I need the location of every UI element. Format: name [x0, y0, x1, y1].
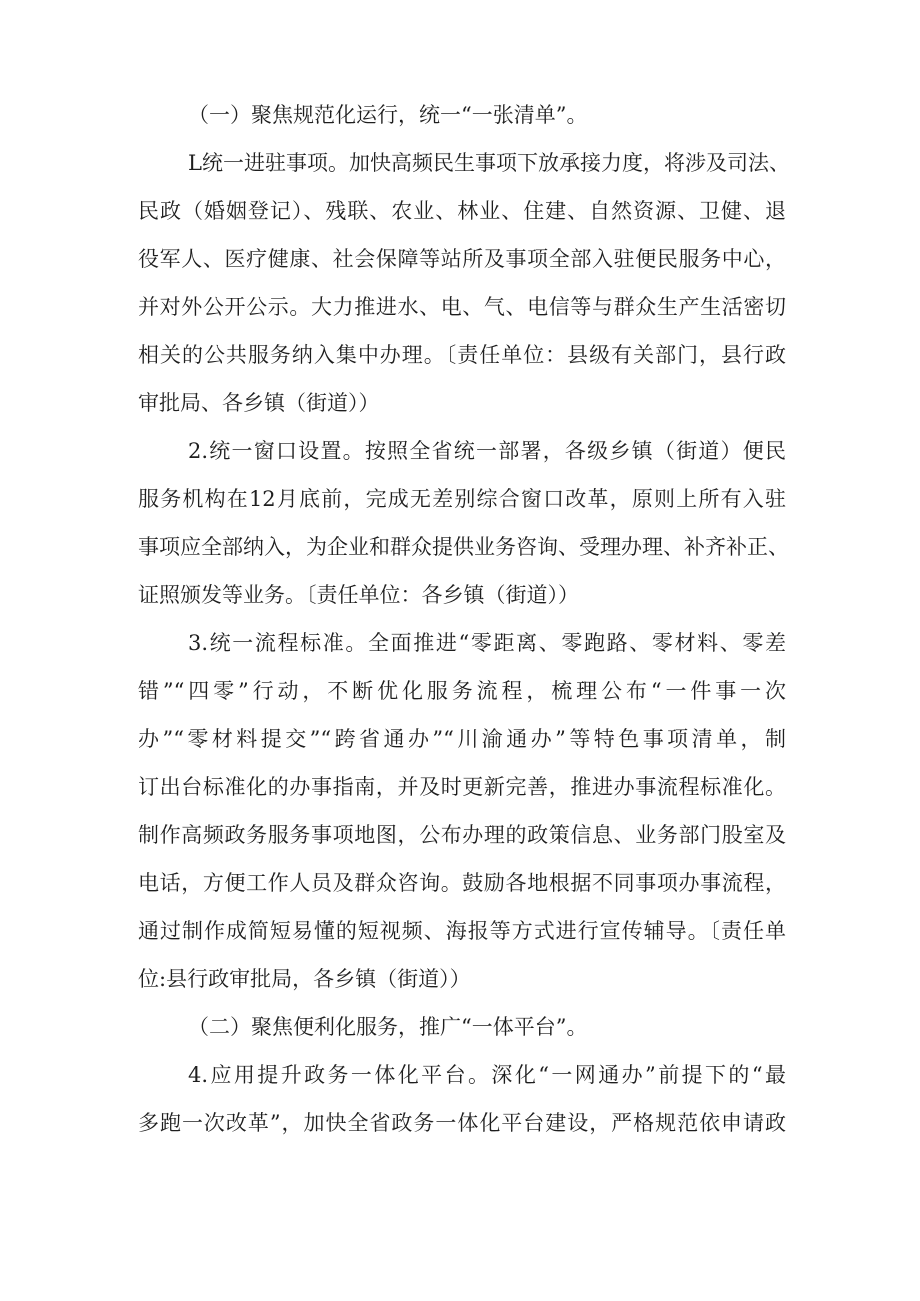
paragraph-line: 位:县行政审批局，各乡镇（街道））: [138, 967, 471, 991]
paragraph-line: 通过制作成简短易懂的短视频、海报等方式进行宣传辅导。〔责任单: [138, 919, 786, 943]
paragraph-line: 办”“零材料提交”“跨省通办”“川渝通办”等特色事项清单，制: [138, 727, 786, 751]
paragraph-line: 订出台标准化的办事指南，并及时更新完善，推进办事流程标准化。: [138, 775, 786, 799]
paragraph-line: 3.统一流程标准。全面推进“零距离、零跑路、零材料、零差: [188, 631, 786, 655]
section-heading-2: （二）聚焦便利化服务，推广“一体平台”。: [188, 1015, 588, 1039]
paragraph-line: 多跑一次改革”，加快全省政务一体化平台建设，严格规范依申请政: [138, 1111, 786, 1135]
paragraph-line: 并对外公开公示。大力推进水、电、气、电信等与群众生产生活密切: [138, 295, 786, 319]
paragraph-line: 2.统一窗口设置。按照全省统一部署，各级乡镇（街道）便民: [188, 439, 786, 463]
paragraph-line: 役军人、医疗健康、社会保障等站所及事项全部入驻便民服务中心，: [138, 247, 786, 271]
paragraph-line: 错”“四零”行动，不断优化服务流程，梳理公布“一件事一次: [138, 679, 786, 703]
paragraph-line: 事项应全部纳入，为企业和群众提供业务咨询、受理办理、补齐补正、: [138, 535, 789, 559]
paragraph-line: 民政（婚姻登记）、残联、农业、林业、住建、自然资源、卫健、退: [138, 199, 786, 223]
paragraph-line: 证照颁发等业务。〔责任单位：各乡镇（街道））: [138, 583, 579, 607]
paragraph-line: 服务机构在12月底前，完成无差别综合窗口改革，原则上所有入驻: [138, 487, 786, 511]
paragraph-line: 电话，方便工作人员及群众咨询。鼓励各地根据不同事项办事流程，: [138, 871, 786, 895]
paragraph-line: 4.应用提升政务一体化平台。深化“一网通办”前提下的“最: [188, 1063, 786, 1087]
paragraph-line: 审批局、各乡镇（街道））: [138, 391, 380, 415]
paragraph-line: 相关的公共服务纳入集中办理。〔责任单位：县级有关部门，县行政: [138, 343, 786, 367]
paragraph-line: 制作高频政务服务事项地图，公布办理的政策信息、业务部门股室及: [138, 823, 786, 847]
section-heading-1: （一）聚焦规范化运行，统一“一张清单”。: [188, 103, 588, 127]
paragraph-line: L统一进驻事项。加快高频民生事项下放承接力度，将涉及司法、: [188, 151, 790, 175]
